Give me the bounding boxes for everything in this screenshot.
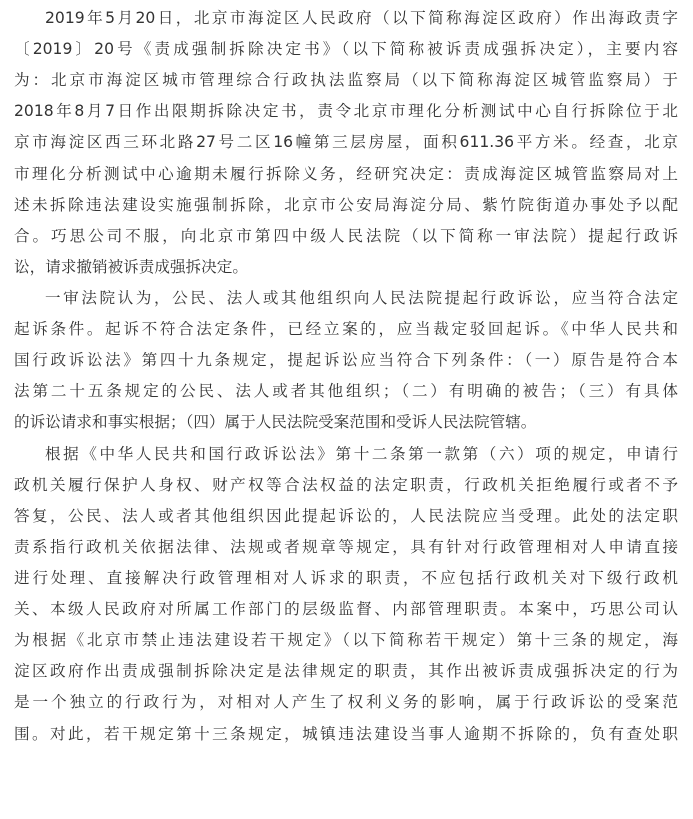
text-line: 根据《中华人民共和国行政诉讼法》第十二条第一款第（六）项的规定，申请行 — [45, 444, 678, 463]
text-line: 述未拆除违法建设实施强制拆除，北京市公安局海淀分局、紫竹院街道办事处予以配 — [14, 195, 678, 214]
text-line: 淀区政府作出责成强制拆除决定是法律规定的职责，其作出被诉责成强拆决定的行为 — [14, 662, 678, 681]
text-line: 〔2019〕20号《责成强制拆除决定书》（以下简称被诉责成强拆决定），主要内容 — [14, 40, 678, 59]
text-line: 责系指行政机关依据法律、法规或者规章等规定，具有针对行政管理相对人申请直接 — [14, 537, 678, 556]
text-line: 市理化分析测试中心逾期未履行拆除义务，经研究决定：责成海淀区城管监察局对上 — [14, 164, 678, 183]
text-line: 的诉讼请求和事实根据；（四）属于人民法院受案范围和受诉人民法院管辖。 — [14, 413, 537, 432]
text-line: 讼，请求撤销被诉责成强拆决定。 — [14, 257, 248, 276]
paragraph-1 — [14, 3, 678, 283]
text-line: 合。巧思公司不服，向北京市第四中级人民法院（以下简称一审法院）提起行政诉 — [14, 226, 678, 245]
text-line: 京市海淀区西三环北路27号二区16幢第三层房屋，面积611.36平方米。经查，北京 — [14, 133, 678, 152]
text-line: 法第二十五条规定的公民、法人或者其他组织；（二）有明确的被告；（三）有具体 — [14, 382, 678, 401]
text-line: 国行政诉讼法》第四十九条规定，提起诉讼应当符合下列条件：（一）原告是符合本 — [14, 351, 678, 370]
text-line: 为：北京市海淀区城市管理综合行政执法监察局（以下简称海淀区城管监察局）于 — [14, 71, 678, 90]
text-line: 关、本级人民政府对所属工作部门的层级监督、内部管理职责。本案中，巧思公司认 — [14, 600, 678, 619]
document-body — [14, 3, 678, 750]
text-line: 一审法院认为，公民、法人或其他组织向人民法院提起行政诉讼，应当符合法定 — [45, 288, 678, 307]
text-line: 进行处理、直接解决行政管理相对人诉求的职责，不应包括行政机关对下级行政机 — [14, 568, 678, 587]
text-line: 围。对此，若干规定第十三条规定，城镇违法建设当事人逾期不拆除的，负有查处职 — [14, 724, 678, 743]
text-line: 答复，公民、法人或者其他组织因此提起诉讼的，人民法院应当受理。此处的法定职 — [14, 506, 678, 525]
text-line: 是一个独立的行政行为，对相对人产生了权利义务的影响，属于行政诉讼的受案范 — [14, 693, 678, 712]
text-line: 2018年8月7日作出限期拆除决定书，责令北京市理化分析测试中心自行拆除位于北 — [14, 102, 678, 121]
text-line: 为根据《北京市禁止违法建设若干规定》（以下简称若干规定）第十三条的规定，海 — [14, 631, 678, 650]
text-line: 起诉条件。起诉不符合法定条件，已经立案的，应当裁定驳回起诉。《中华人民共和 — [14, 320, 678, 339]
paragraph-2 — [14, 283, 678, 439]
text-line: 2019年5月20日，北京市海淀区人民政府（以下简称海淀区政府）作出海政责字 — [45, 9, 678, 27]
paragraph-3 — [14, 439, 678, 750]
text-line: 政机关履行保护人身权、财产权等合法权益的法定职责，行政机关拒绝履行或者不予 — [14, 475, 678, 494]
